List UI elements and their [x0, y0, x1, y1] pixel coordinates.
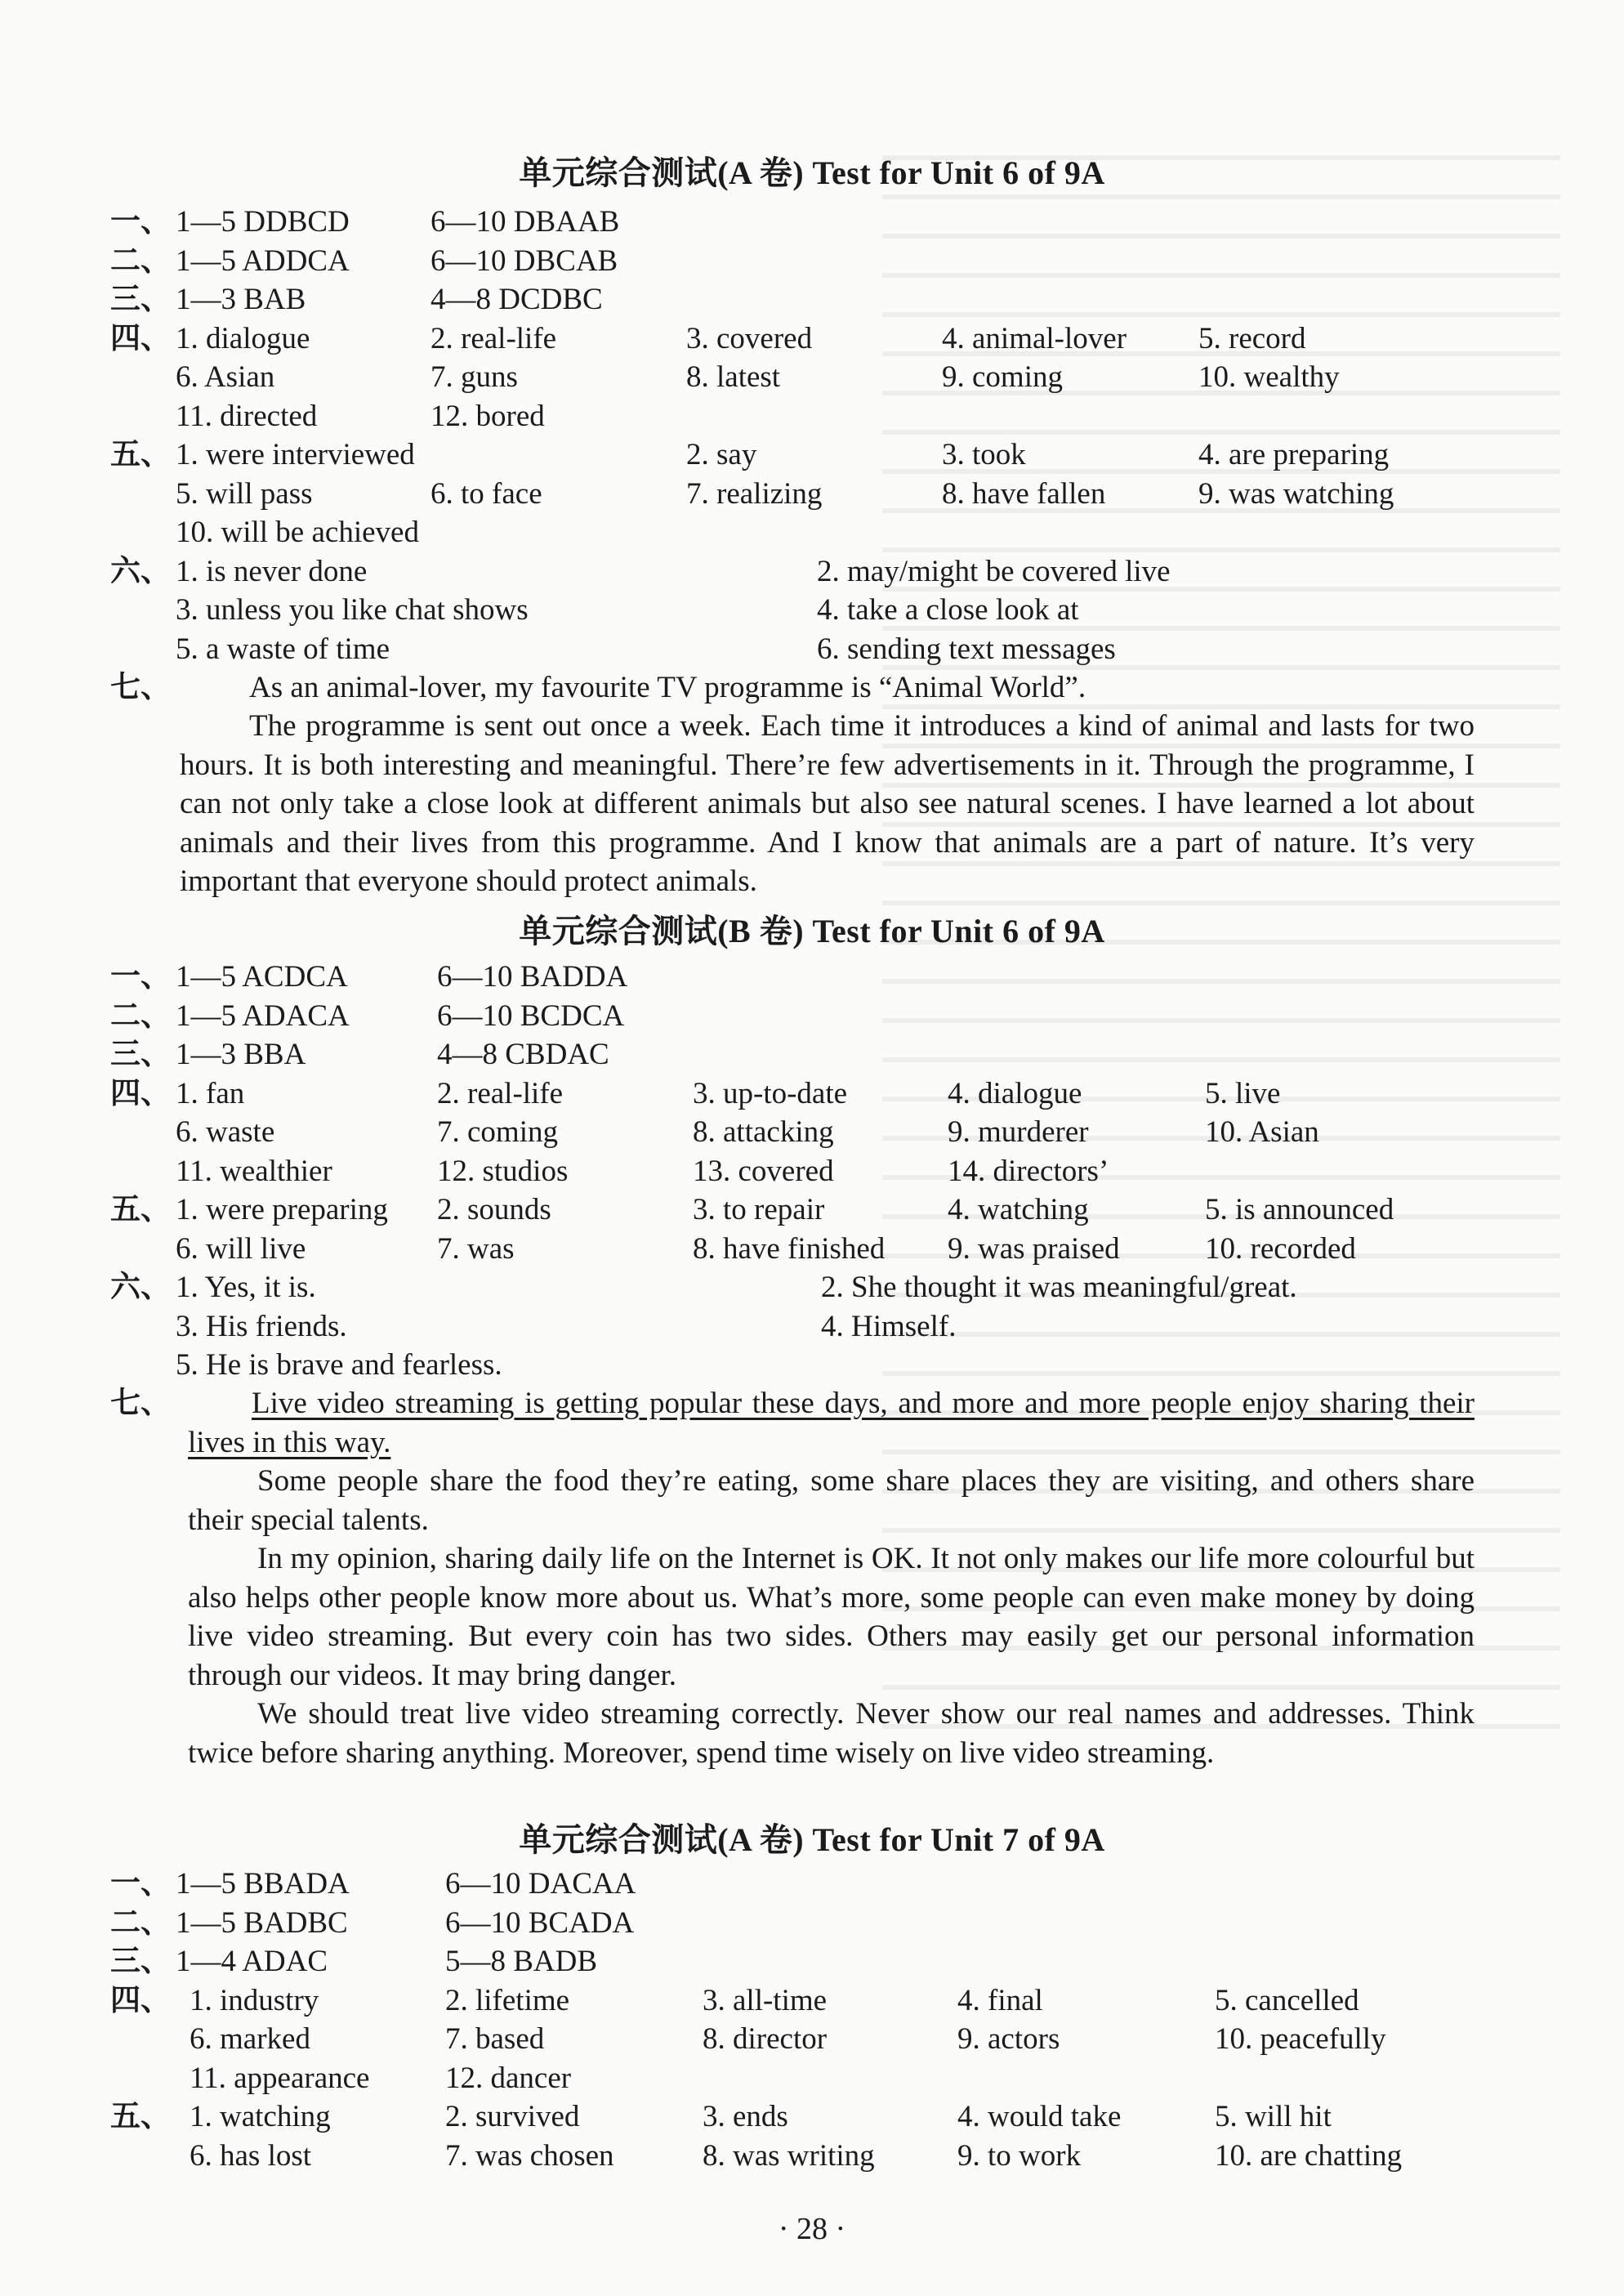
answer-row: [0, 1074, 1624, 1114]
answer: 1—3 BBA: [176, 1038, 306, 1071]
question-number: 一、: [110, 960, 171, 994]
answer-row: [0, 1307, 1624, 1347]
answer: 12. bored: [431, 399, 545, 433]
question-number: 二、: [110, 1905, 171, 1940]
answer: 10. recorded: [1205, 1231, 1356, 1266]
answer: 5. He is brave and fearless.: [176, 1348, 502, 1382]
answer: 5—8 BADB: [445, 1945, 598, 1978]
section2-essay: [188, 1384, 1475, 1772]
answer: 6—10 DBAAB: [431, 205, 620, 239]
section-title-unit6-a: 单元综合测试(A 卷) Test for Unit 6 of 9A: [519, 154, 1105, 191]
answer: 7. based: [445, 2022, 545, 2056]
answer-row: [0, 552, 1624, 592]
answer: 6—10 BADDA: [437, 960, 628, 994]
question-number: 四、: [110, 321, 171, 355]
answer-row: [0, 319, 1624, 359]
answer: 1. Yes, it is.: [176, 1271, 316, 1304]
answer: 4. dialogue: [948, 1076, 1082, 1110]
answer-row: [0, 1865, 1624, 1904]
answer: 6. Asian: [176, 360, 275, 394]
answer: 1—5 DDBCD: [176, 205, 350, 239]
answer: 1—5 BBADA: [176, 1867, 350, 1901]
answer: 3. up-to-date: [693, 1076, 848, 1110]
question-number: 三、: [110, 1945, 171, 1978]
answer-row: [0, 280, 1624, 319]
answer: 4. final: [957, 1983, 1043, 2017]
essay-opening-sentence: Live video streaming is getting popular these days, and more and more people enjoy sharing their lives in this way.: [188, 1387, 1475, 1459]
answer: 4. animal-lover: [942, 321, 1127, 355]
answer-row: [0, 203, 1624, 242]
answer: 8. have fallen: [942, 476, 1106, 511]
question-number: 五、: [110, 1193, 171, 1226]
answer: 3. all-time: [703, 1983, 828, 2017]
answer: 3. to repair: [693, 1193, 825, 1226]
answer: 5. cancelled: [1215, 1983, 1359, 2017]
answer: 7. realizing: [686, 476, 823, 511]
question-number: 一、: [110, 205, 171, 239]
answer-row: [0, 1942, 1624, 1981]
essay-paragraph: We should treat live video streaming correctly. Never show our real names and addresses. Think twice before sharing anything. Moreover, spend time wisely on live video streaming.: [188, 1697, 1475, 1770]
answer-row: [0, 2020, 1624, 2059]
answer: 10. will be achieved: [176, 516, 419, 549]
answer: 3. took: [942, 438, 1026, 471]
answer: 4. Himself.: [821, 1309, 957, 1343]
answer-row: [0, 630, 1624, 669]
answer: 1. were interviewed: [176, 438, 415, 471]
essay-paragraph: In my opinion, sharing daily life on the Internet is OK. It not only makes our life more colourful but also helps other people know more about us. What’s more, some people can even make money by doing live video streaming. But every coin has two sides. Others may easily get our personal information through our videos. It may bring danger.: [188, 1542, 1475, 1692]
answer: 1. watching: [190, 2100, 331, 2133]
answer: 6. will live: [176, 1231, 306, 1266]
answer: 6—10 BCDCA: [437, 998, 625, 1033]
answer: 11. appearance: [190, 2061, 370, 2095]
answer: 2. real-life: [431, 321, 557, 355]
answer: 1—4 ADAC: [176, 1945, 328, 1978]
answer: 5. live: [1205, 1076, 1281, 1110]
answer-row: [0, 958, 1624, 997]
answer-row: [0, 2059, 1624, 2098]
answer: 6. has lost: [190, 2138, 312, 2173]
page-number: · 28 ·: [778, 2212, 846, 2246]
answer: 8. was writing: [703, 2138, 875, 2173]
answer: 4—8 DCDBC: [431, 283, 603, 316]
answer: 6. waste: [176, 1115, 275, 1149]
answer: 7. guns: [431, 360, 518, 394]
answer-row: [0, 1152, 1624, 1191]
answer: 2. sounds: [437, 1193, 551, 1226]
answer-row: [0, 397, 1624, 436]
answer: 5. a waste of time: [176, 632, 390, 666]
answer: 9. was watching: [1198, 476, 1394, 511]
answer: 6. to face: [431, 476, 542, 511]
essay-paragraph: The programme is sent out once a week. Each time it introduces a kind of animal and lasts for two hours. It is both interesting and meaningful. There’re few advertisements in it. Through the programme, I can not only take a close look at different animals but also see natural scenes. I have learned a lot about animals and their lives from this programme. And I know that animals are a part of nature. It’s very important that everyone should protect animals.: [180, 709, 1475, 898]
answer: 2. lifetime: [445, 1983, 570, 2017]
answer: 3. unless you like chat shows: [176, 593, 529, 627]
answer: 12. dancer: [445, 2061, 572, 2095]
answer-row: [0, 436, 1624, 475]
answer-row: [0, 513, 1624, 552]
answer: 2. real-life: [437, 1076, 564, 1110]
question-number: 五、: [110, 438, 171, 471]
answer: 5. is announced: [1205, 1193, 1394, 1226]
answer: 4. are preparing: [1198, 438, 1390, 471]
answer: 10. wealthy: [1198, 360, 1340, 394]
question-number: 三、: [110, 283, 171, 316]
essay-paragraph: Some people share the food they’re eating, some share places they are visiting, and others share their special talents.: [188, 1464, 1475, 1537]
answer: 7. was chosen: [445, 2138, 614, 2173]
question-number: 五、: [110, 2100, 171, 2133]
answer: 1. dialogue: [176, 321, 310, 355]
answer: 4. watching: [948, 1193, 1089, 1226]
answer: 9. to work: [957, 2138, 1082, 2173]
answer: 8. have finished: [693, 1231, 886, 1266]
answer: 7. coming: [437, 1115, 558, 1149]
answer: 1—5 ACDCA: [176, 960, 348, 994]
section1-essay: [180, 707, 1475, 901]
answer: 2. may/might be covered live: [817, 554, 1171, 588]
answer: 11. directed: [176, 399, 318, 433]
question-number: 六、: [110, 1271, 171, 1304]
question-number: 七、: [110, 671, 171, 704]
question-number: 三、: [110, 1038, 171, 1071]
answer: 9. coming: [942, 360, 1063, 394]
answer: 12. studios: [437, 1154, 569, 1188]
answer: 5. record: [1198, 321, 1306, 355]
answer: 10. are chatting: [1215, 2138, 1403, 2173]
answer: 9. murderer: [948, 1115, 1089, 1149]
answer: 1—5 ADACA: [176, 998, 350, 1033]
answer: 1. industry: [190, 1983, 319, 2017]
answer-row: [0, 1268, 1624, 1307]
question-number: 四、: [110, 1983, 171, 2017]
question-number: 六、: [110, 554, 171, 588]
answer: 2. She thought it was meaningful/great.: [821, 1271, 1297, 1304]
answer: 14. directors’: [948, 1154, 1109, 1188]
answer: 4—8 CBDAC: [437, 1038, 609, 1071]
section3-answers: [0, 1865, 1624, 2175]
answer-row: [0, 242, 1624, 281]
answer: 6. marked: [190, 2022, 310, 2056]
section-title-unit6-b: 单元综合测试(B 卷) Test for Unit 6 of 9A: [519, 913, 1105, 949]
answer-row: [0, 2097, 1624, 2137]
answer: 8. attacking: [693, 1115, 834, 1149]
answer-row: [0, 2137, 1624, 2176]
question-number: 二、: [110, 998, 171, 1033]
answer: 1. fan: [176, 1076, 245, 1110]
answer-row: [0, 1035, 1624, 1074]
answer: 4. take a close look at: [817, 593, 1079, 627]
answer: 7. was: [437, 1231, 515, 1266]
answer: 5. will pass: [176, 476, 313, 511]
question-number: 二、: [110, 243, 171, 278]
section1-q7-header: [0, 668, 1624, 708]
answer: 3. covered: [686, 321, 813, 355]
section-title-unit7-a: 单元综合测试(A 卷) Test for Unit 7 of 9A: [519, 1821, 1105, 1858]
answer-row: [0, 1230, 1624, 1269]
answer: 6. sending text messages: [817, 632, 1116, 666]
answer-row: [0, 358, 1624, 397]
answer: 6—10 BCADA: [445, 1905, 635, 1940]
answer: 3. ends: [703, 2100, 788, 2133]
question-number: 四、: [110, 1076, 171, 1110]
question-number: 一、: [110, 1867, 171, 1901]
answer: 10. Asian: [1205, 1115, 1319, 1149]
question-number: 七、: [110, 1387, 171, 1420]
answer: 2. survived: [445, 2100, 580, 2133]
answer: 1—3 BAB: [176, 283, 306, 316]
answer: 11. wealthier: [176, 1154, 332, 1188]
answer-row: [0, 1190, 1624, 1230]
answer-row: [0, 997, 1624, 1036]
answer-row: [0, 1981, 1624, 2021]
answer-row: [0, 591, 1624, 630]
answer: 6—10 DACAA: [445, 1867, 636, 1901]
answer: 1. is never done: [176, 554, 368, 588]
section2-answers: [0, 958, 1624, 1385]
answer-row: [0, 1113, 1624, 1152]
answer: 13. covered: [693, 1154, 834, 1188]
answer: 9. was praised: [948, 1231, 1120, 1266]
answer: 8. director: [703, 2022, 828, 2056]
answer: 3. His friends.: [176, 1309, 347, 1343]
answer: 6—10 DBCAB: [431, 243, 618, 278]
answer-row: [0, 1904, 1624, 1943]
answer-row: [0, 475, 1624, 514]
answer: 8. latest: [686, 360, 781, 394]
answer-row: [0, 1346, 1624, 1385]
answer: 10. peacefully: [1215, 2022, 1386, 2056]
answer: 2. say: [686, 438, 757, 471]
answer: 1—5 ADDCA: [176, 243, 350, 278]
answer: 9. actors: [957, 2022, 1060, 2056]
section1-answers: [0, 203, 1624, 668]
answer: 1—5 BADBC: [176, 1905, 348, 1940]
answer: 4. would take: [957, 2100, 1122, 2133]
answer: 5. will hit: [1215, 2100, 1332, 2133]
essay-first-line: As an animal-lover, my favourite TV programme is “Animal World”.: [249, 671, 1086, 704]
answer: 1. were preparing: [176, 1193, 388, 1226]
